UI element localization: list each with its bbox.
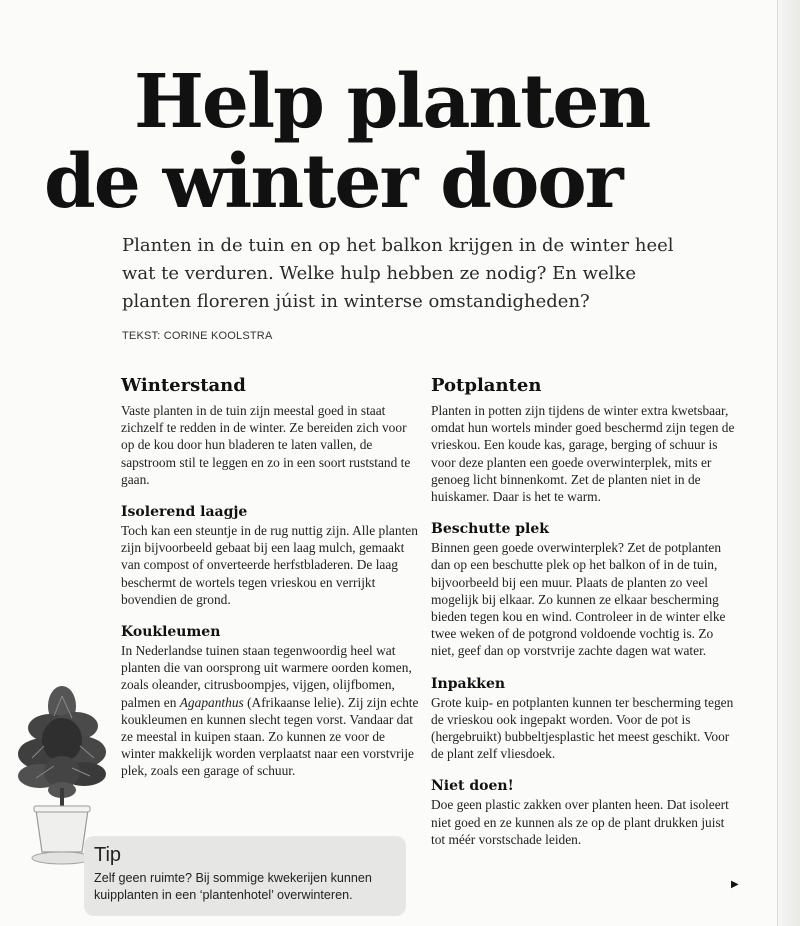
title-line-1: Help planten — [134, 59, 650, 145]
text-winterstand: Vaste planten in de tuin zijn meestal goed in staat zichzelf te redden in de winter. Ze bereiden zich voor op de kou door hun bladeren te laten vallen, de sapstroom stil te leggen en zo in een soort ruststand te gaan. — [121, 403, 411, 487]
text-koukleumen-part2: (Afrikaanse lelie). Zij zijn echte koukleumen en kunnen slecht tegen vorst. Vandaar dat ze meestal in kuipen staan. Zo kunnen ze voor de winter makkelijk worden verplaatst naar een vorstvrije plek, zoals een garage of schuur. — [121, 694, 419, 779]
byline: TEKST: CORINE KOOLSTRA — [122, 330, 273, 342]
tip-label: Tip — [94, 844, 122, 866]
intro-paragraph: Planten in de tuin en op het balkon krijgen in de winter heel wat te verduren. Welke hulp hebben ze nodig? En welke planten floreren júist in winterse omstandigheden? — [122, 235, 674, 312]
heading-potplanten: Potplanten — [431, 375, 542, 396]
heading-niet-doen: Niet doen! — [431, 778, 514, 795]
continue-arrow-icon: ▶ — [731, 879, 739, 890]
text-koukleumen — [121, 642, 419, 780]
text-beschutte-plek: Binnen geen goede overwinterplek? Zet de potplanten dan op een beschutte plek op het balkon of in de tuin, bijvoorbeeld bij een muur. Plaats de planten zo veel mogelijk bij elkaar. Zo kunnen ze elkaar bescherming bieden tegen kou en wind. Controleer in de winter elke twee weken of de potgrond voldoende vochtig is. Zo niet, geef dan op vorstvrije zachte dagen wat water. — [431, 540, 726, 659]
page-title — [44, 59, 764, 225]
heading-inpakken: Inpakken — [431, 675, 506, 692]
heading-winterstand: Winterstand — [121, 375, 246, 396]
text-koukleumen-italic: Agapanthus — [179, 694, 244, 710]
page-edge — [777, 0, 800, 926]
text-inpakken: Grote kuip- en potplanten kunnen ter bescherming tegen de vrieskou ook ingepakt worden. Voor de pot is (hergebruikt) bubbeltjesplastic het meest geschikt. Voor de plant zelf vliesdoek. — [431, 694, 734, 762]
heading-isolerend-laagje: Isolerend laagje — [121, 504, 248, 521]
title-line-2: de winter door — [44, 139, 622, 225]
tip-box — [84, 836, 406, 916]
text-niet-doen: Doe geen plastic zakken over planten heen. Dat isoleert niet goed en ze kunnen als ze op de plant drukken juist tot méér vorstschade leiden. — [431, 797, 729, 847]
heading-koukleumen: Koukleumen — [121, 624, 221, 641]
text-koukleumen-part1: In Nederlandse tuinen staan tegenwoordig heel wat planten die van oorsprong uit warmere oorden komen, zoals oleander, citrusboompjes, vijgen, olijfbomen, palmen en — [121, 643, 412, 710]
tip-text: Zelf geen ruimte? Bij sommige kwekerijen kunnen kuipplanten in een ‘plantenhotel’ overwinteren. — [94, 871, 372, 902]
left-column — [121, 374, 419, 780]
text-potplanten: Planten in potten zijn tijdens de winter extra kwetsbaar, omdat hun wortels minder goed beschermd zijn tegen de vrieskou. Een koude kas, garage, berging of schuur is voor deze planten een goede overwinterplek, mits er genoeg licht binnenkomt. Zet de planten niet in de huiskamer. Daar is het te warm. — [431, 403, 735, 505]
right-column — [431, 374, 739, 848]
text-isolerend-laagje: Toch kan een steuntje in de rug nuttig zijn. Alle planten zijn bijvoorbeeld gebaat bij een laag mulch, gemaakt van compost of onverteerde herfstbladeren. De laag beschermt de wortels tegen vrieskou en verrijkt bovendien de grond. — [121, 523, 418, 607]
heading-beschutte-plek: Beschutte plek — [431, 521, 549, 538]
